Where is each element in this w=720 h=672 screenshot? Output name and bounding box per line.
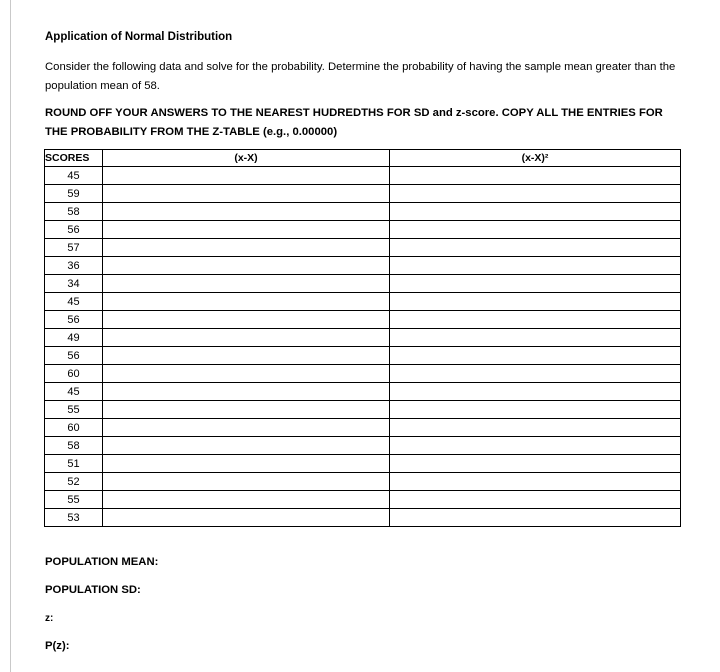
squared-deviation-cell[interactable] — [390, 491, 681, 509]
table-row — [45, 257, 681, 275]
population-mean-label: POPULATION MEAN: — [45, 556, 159, 568]
deviation-cell[interactable] — [103, 437, 390, 455]
table-row — [45, 365, 681, 383]
table-row — [45, 311, 681, 329]
header-deviation: (x-X) — [103, 150, 390, 167]
deviation-cell[interactable] — [103, 221, 390, 239]
table-row — [45, 383, 681, 401]
squared-deviation-cell[interactable] — [390, 221, 681, 239]
squared-deviation-cell[interactable] — [390, 185, 681, 203]
squared-deviation-cell[interactable] — [390, 437, 681, 455]
page-edge — [10, 0, 11, 672]
table-row — [45, 419, 681, 437]
score-cell: 55 — [45, 401, 103, 419]
squared-deviation-cell[interactable] — [390, 329, 681, 347]
deviation-cell[interactable] — [103, 293, 390, 311]
squared-deviation-cell[interactable] — [390, 257, 681, 275]
deviation-cell[interactable] — [103, 167, 390, 185]
score-cell: 55 — [45, 491, 103, 509]
header-scores: SCORES — [45, 150, 103, 167]
instructions-paragraph: Consider the following data and solve for the probability. Determine the probability of having the sample mean greater than the population mean of 58. — [45, 61, 676, 92]
header-squared-deviation: (x-X)² — [390, 150, 681, 167]
squared-deviation-cell[interactable] — [390, 311, 681, 329]
squared-deviation-cell[interactable] — [390, 239, 681, 257]
squared-deviation-cell[interactable] — [390, 365, 681, 383]
table-header-row — [45, 150, 681, 167]
score-cell: 59 — [45, 185, 103, 203]
deviation-cell[interactable] — [103, 365, 390, 383]
table-row — [45, 473, 681, 491]
deviation-cell[interactable] — [103, 275, 390, 293]
table-row — [45, 329, 681, 347]
squared-deviation-cell[interactable] — [390, 401, 681, 419]
table-row — [45, 239, 681, 257]
score-cell: 56 — [45, 221, 103, 239]
squared-deviation-cell[interactable] — [390, 509, 681, 527]
deviation-cell[interactable] — [103, 311, 390, 329]
document-title: Application of Normal Distribution — [45, 31, 233, 43]
deviation-cell[interactable] — [103, 257, 390, 275]
table-row — [45, 491, 681, 509]
deviation-cell[interactable] — [103, 455, 390, 473]
squared-deviation-cell[interactable] — [390, 383, 681, 401]
score-cell: 45 — [45, 383, 103, 401]
deviation-cell[interactable] — [103, 509, 390, 527]
score-cell: 34 — [45, 275, 103, 293]
squared-deviation-cell[interactable] — [390, 473, 681, 491]
deviation-cell[interactable] — [103, 185, 390, 203]
deviation-cell[interactable] — [103, 203, 390, 221]
table-row — [45, 455, 681, 473]
score-cell: 60 — [45, 365, 103, 383]
table-row — [45, 293, 681, 311]
table-row — [45, 275, 681, 293]
table-row — [45, 509, 681, 527]
score-cell: 60 — [45, 419, 103, 437]
score-cell: 53 — [45, 509, 103, 527]
squared-deviation-cell[interactable] — [390, 203, 681, 221]
table-row — [45, 221, 681, 239]
table-row — [45, 401, 681, 419]
z-label: z: — [45, 613, 54, 624]
deviation-cell[interactable] — [103, 473, 390, 491]
score-cell: 58 — [45, 203, 103, 221]
deviation-cell[interactable] — [103, 347, 390, 365]
score-cell: 56 — [45, 311, 103, 329]
table-row — [45, 347, 681, 365]
score-cell: 36 — [45, 257, 103, 275]
pz-label: P(z): — [45, 640, 70, 652]
score-cell: 56 — [45, 347, 103, 365]
squared-deviation-cell[interactable] — [390, 293, 681, 311]
table-row — [45, 203, 681, 221]
squared-deviation-cell[interactable] — [390, 455, 681, 473]
score-cell: 57 — [45, 239, 103, 257]
scores-table — [44, 149, 681, 527]
score-cell: 51 — [45, 455, 103, 473]
deviation-cell[interactable] — [103, 239, 390, 257]
score-cell: 52 — [45, 473, 103, 491]
score-cell: 49 — [45, 329, 103, 347]
score-cell: 45 — [45, 167, 103, 185]
deviation-cell[interactable] — [103, 491, 390, 509]
squared-deviation-cell[interactable] — [390, 347, 681, 365]
squared-deviation-cell[interactable] — [390, 419, 681, 437]
deviation-cell[interactable] — [103, 329, 390, 347]
squared-deviation-cell[interactable] — [390, 167, 681, 185]
squared-deviation-cell[interactable] — [390, 275, 681, 293]
score-cell: 45 — [45, 293, 103, 311]
table-row — [45, 167, 681, 185]
population-sd-label: POPULATION SD: — [45, 584, 141, 596]
deviation-cell[interactable] — [103, 419, 390, 437]
deviation-cell[interactable] — [103, 401, 390, 419]
deviation-cell[interactable] — [103, 383, 390, 401]
score-cell: 58 — [45, 437, 103, 455]
table-row — [45, 185, 681, 203]
rounding-note: ROUND OFF YOUR ANSWERS TO THE NEAREST HUDREDTHS FOR SD and z-score. COPY ALL THE ENTRIES FOR THE PROBABILITY FROM THE Z-TABLE (e.g., 0.00000) — [45, 107, 663, 138]
table-row — [45, 437, 681, 455]
